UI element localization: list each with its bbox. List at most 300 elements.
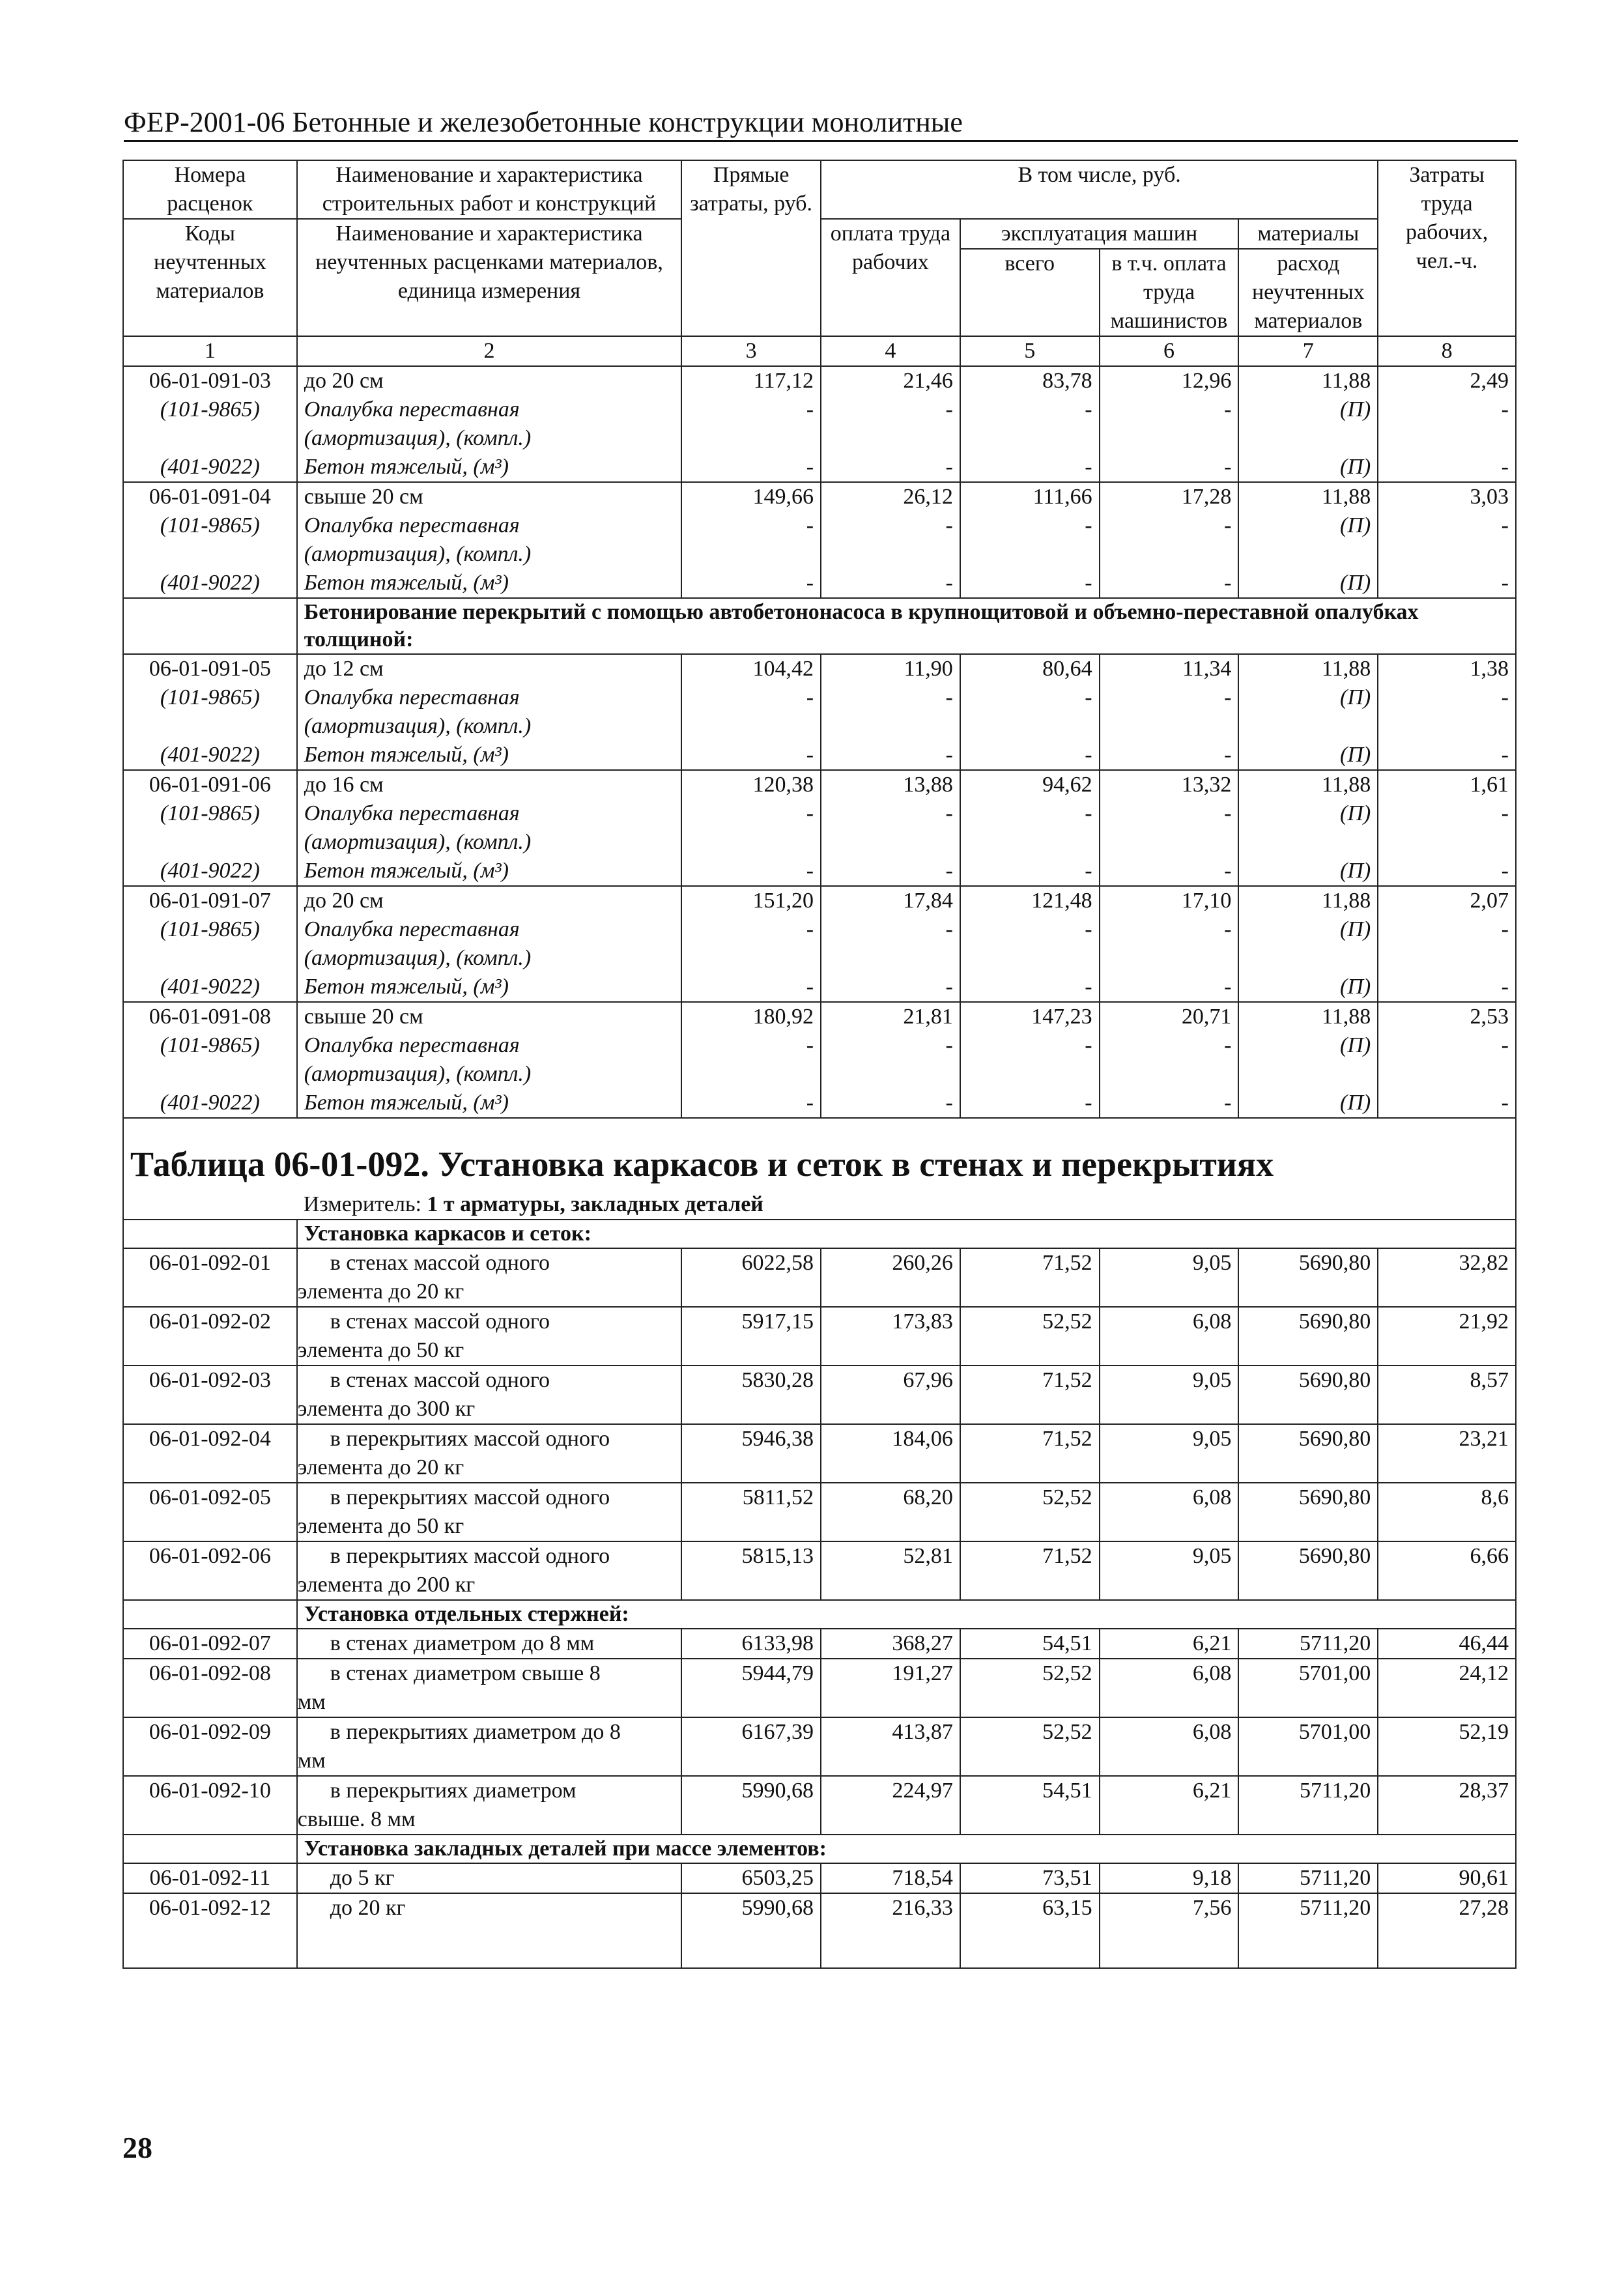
material-code: (401-9022)	[123, 453, 297, 482]
rate-row	[123, 886, 1516, 915]
rate-value: 52,52	[960, 1483, 1100, 1541]
material-value: -	[1378, 395, 1516, 453]
colnum-4: 4	[821, 336, 960, 366]
material-name	[297, 1031, 681, 1089]
rate-value: 6,21	[1100, 1776, 1239, 1835]
rate-value: 5701,00	[1238, 1659, 1378, 1717]
material-value: -	[821, 453, 960, 482]
rate-code: 06-01-092-05	[123, 1483, 297, 1541]
machines-header: эксплуатация машин	[960, 219, 1239, 249]
included-header: В том числе, руб.	[821, 160, 1378, 219]
rate-value: 54,51	[960, 1776, 1100, 1835]
rate-name-line: элемента до 20 кг	[297, 1280, 464, 1304]
material-value: -	[1100, 915, 1239, 973]
rate-name-line: до 20 кг	[330, 1896, 406, 1920]
rate-value: 11,90	[821, 654, 960, 683]
rate-name	[297, 1863, 681, 1893]
material-value: -	[960, 511, 1100, 569]
rate-name-line: свыше. 8 мм	[297, 1807, 416, 1831]
material-value: -	[960, 569, 1100, 598]
section-row	[123, 1835, 1516, 1863]
material-value: (П)	[1238, 741, 1378, 770]
rate-value: 52,52	[960, 1717, 1100, 1776]
rate-name	[297, 1776, 681, 1835]
rate-value: 216,33	[821, 1893, 960, 1923]
rate-value: 67,96	[821, 1366, 960, 1424]
material-row	[123, 857, 1516, 886]
section-title: Установка закладных деталей при массе элементов:	[297, 1835, 1516, 1863]
rate-value: 5711,20	[1238, 1893, 1378, 1923]
rate-value: 27,28	[1378, 1893, 1516, 1923]
rate-value: 260,26	[821, 1248, 960, 1307]
rate-value: 718,54	[821, 1863, 960, 1893]
material-code: (101-9865)	[123, 1031, 297, 1089]
rate-value: 5830,28	[681, 1366, 821, 1424]
section-row	[123, 598, 1516, 654]
rate-value: 23,21	[1378, 1424, 1516, 1483]
material-name: Бетон тяжелый, (м³)	[297, 453, 681, 482]
rate-name: до 16 см	[297, 770, 681, 799]
page-header: ФЕР-2001-06 Бетонные и железобетонные конструкции монолитные	[124, 106, 1518, 142]
rate-row	[123, 1424, 1516, 1483]
rate-code: 06-01-091-03	[123, 366, 297, 395]
rate-row	[123, 366, 1516, 395]
material-value: -	[1378, 915, 1516, 973]
material-row	[123, 683, 1516, 741]
material-row	[123, 569, 1516, 598]
rate-row	[123, 1002, 1516, 1031]
rate-value: 9,05	[1100, 1248, 1239, 1307]
rate-value: 52,52	[960, 1659, 1100, 1717]
material-row	[123, 395, 1516, 453]
colnum-7: 7	[1238, 336, 1378, 366]
material-name-line: (амортизация), (компл.)	[304, 1062, 532, 1086]
material-value: (П)	[1238, 395, 1378, 453]
material-value: -	[1100, 799, 1239, 857]
col7-header: расход неучтенных материалов	[1238, 249, 1378, 336]
material-value: (П)	[1238, 915, 1378, 973]
material-value: (П)	[1238, 1031, 1378, 1089]
rate-value: 413,87	[821, 1717, 960, 1776]
rate-value: 6167,39	[681, 1717, 821, 1776]
rate-name-line: в перекрытиях массой одного	[330, 1427, 610, 1451]
material-value: -	[960, 915, 1100, 973]
material-value: -	[681, 741, 821, 770]
rate-value: 11,88	[1238, 1002, 1378, 1031]
material-code: (401-9022)	[123, 1089, 297, 1118]
material-value: -	[1100, 1031, 1239, 1089]
material-name-line: (амортизация), (компл.)	[304, 714, 532, 738]
material-value: -	[960, 1031, 1100, 1089]
material-value: -	[821, 915, 960, 973]
rate-name-line: мм	[297, 1690, 326, 1714]
material-value: -	[681, 569, 821, 598]
rate-code: 06-01-092-12	[123, 1893, 297, 1923]
rate-value: 9,18	[1100, 1863, 1239, 1893]
material-row	[123, 799, 1516, 857]
rate-value: 121,48	[960, 886, 1100, 915]
rate-value: 5690,80	[1238, 1307, 1378, 1366]
rate-value: 5711,20	[1238, 1776, 1378, 1835]
section-row	[123, 1220, 1516, 1248]
rate-name	[297, 1541, 681, 1600]
rate-name-line: элемента до 200 кг	[297, 1573, 476, 1597]
rate-name: до 12 см	[297, 654, 681, 683]
table2-title: Таблица 06-01-092. Установка каркасов и сеток в стенах и перекрытиях	[130, 1145, 1274, 1184]
rate-name	[297, 1307, 681, 1366]
rate-value: 5815,13	[681, 1541, 821, 1600]
rate-value: 94,62	[960, 770, 1100, 799]
block-rows-b	[123, 654, 1516, 1118]
rate-name: свыше 20 см	[297, 482, 681, 511]
material-value: (П)	[1238, 511, 1378, 569]
material-value: (П)	[1238, 1089, 1378, 1118]
rate-name	[297, 1629, 681, 1659]
rate-code: 06-01-091-04	[123, 482, 297, 511]
colnum-3: 3	[681, 336, 821, 366]
rate-value: 5990,68	[681, 1893, 821, 1923]
rate-value: 104,42	[681, 654, 821, 683]
material-value: -	[681, 511, 821, 569]
rate-name	[297, 1424, 681, 1483]
material-name-line: Опалубка переставная	[304, 1033, 520, 1057]
material-value: -	[1378, 857, 1516, 886]
section-row	[123, 1600, 1516, 1629]
rate-code: 06-01-092-11	[123, 1863, 297, 1893]
material-name	[297, 511, 681, 569]
rate-code: 06-01-091-05	[123, 654, 297, 683]
rate-code: 06-01-092-04	[123, 1424, 297, 1483]
rate-value: 1,38	[1378, 654, 1516, 683]
colnum-2: 2	[297, 336, 681, 366]
rate-value: 46,44	[1378, 1629, 1516, 1659]
rate-value: 71,52	[960, 1248, 1100, 1307]
material-value: -	[681, 857, 821, 886]
material-value: -	[681, 973, 821, 1002]
rate-code: 06-01-091-07	[123, 886, 297, 915]
rate-value: 28,37	[1378, 1776, 1516, 1835]
material-value: -	[681, 1089, 821, 1118]
rate-value: 24,12	[1378, 1659, 1516, 1717]
colnum-1: 1	[123, 336, 297, 366]
rate-name-line: в перекрытиях диаметром до 8	[330, 1720, 621, 1744]
material-value: -	[960, 857, 1100, 886]
rates-table	[122, 160, 1517, 1969]
rate-value: 13,88	[821, 770, 960, 799]
material-code: (401-9022)	[123, 569, 297, 598]
material-code: (401-9022)	[123, 741, 297, 770]
rate-name	[297, 1483, 681, 1541]
material-value: -	[960, 1089, 1100, 1118]
rate-value: 11,88	[1238, 482, 1378, 511]
col8-header: Затраты труда рабочих, чел.-ч.	[1378, 160, 1516, 336]
material-value: -	[1100, 511, 1239, 569]
rate-value: 21,46	[821, 366, 960, 395]
rate-code: 06-01-092-09	[123, 1717, 297, 1776]
rate-value: 8,6	[1378, 1483, 1516, 1541]
rate-value: 83,78	[960, 366, 1100, 395]
material-code: (101-9865)	[123, 511, 297, 569]
rate-row	[123, 1893, 1516, 1923]
rate-value: 117,12	[681, 366, 821, 395]
material-value: -	[960, 741, 1100, 770]
material-name: Бетон тяжелый, (м³)	[297, 857, 681, 886]
rate-value: 52,19	[1378, 1717, 1516, 1776]
material-row	[123, 973, 1516, 1002]
material-value: -	[821, 799, 960, 857]
material-name-line: Опалубка переставная	[304, 917, 520, 941]
block-t2-b	[123, 1629, 1516, 1835]
material-name: Бетон тяжелый, (м³)	[297, 741, 681, 770]
rate-value: 5811,52	[681, 1483, 821, 1541]
rate-value: 71,52	[960, 1541, 1100, 1600]
rate-row	[123, 1863, 1516, 1893]
material-name	[297, 683, 681, 741]
rate-value: 111,66	[960, 482, 1100, 511]
rate-value: 9,05	[1100, 1541, 1239, 1600]
rate-value: 5917,15	[681, 1307, 821, 1366]
rate-value: 173,83	[821, 1307, 960, 1366]
rate-value: 11,88	[1238, 654, 1378, 683]
rate-name-line: элемента до 50 кг	[297, 1338, 464, 1362]
material-row	[123, 453, 1516, 482]
rate-value: 180,92	[681, 1002, 821, 1031]
material-code: (101-9865)	[123, 799, 297, 857]
rate-name-line: в стенах массой одного	[330, 1251, 550, 1275]
material-name: Бетон тяжелый, (м³)	[297, 1089, 681, 1118]
rate-value: 5946,38	[681, 1424, 821, 1483]
material-value: -	[1100, 973, 1239, 1002]
rate-value: 8,57	[1378, 1366, 1516, 1424]
material-name-line: Опалубка переставная	[304, 397, 520, 422]
rate-name: свыше 20 см	[297, 1002, 681, 1031]
rate-value: 52,52	[960, 1307, 1100, 1366]
rate-row	[123, 1307, 1516, 1366]
material-value: -	[1378, 511, 1516, 569]
material-value: (П)	[1238, 857, 1378, 886]
rate-code: 06-01-092-06	[123, 1541, 297, 1600]
material-value: -	[821, 569, 960, 598]
material-value: (П)	[1238, 453, 1378, 482]
rate-value: 52,81	[821, 1541, 960, 1600]
material-value: -	[960, 683, 1100, 741]
material-value: -	[1100, 453, 1239, 482]
rate-value: 6022,58	[681, 1248, 821, 1307]
rate-row	[123, 1366, 1516, 1424]
rate-value: 6,08	[1100, 1307, 1239, 1366]
rate-row	[123, 1541, 1516, 1600]
material-value: -	[821, 1089, 960, 1118]
rate-value: 151,20	[681, 886, 821, 915]
material-value: (П)	[1238, 973, 1378, 1002]
measure-value: 1 т арматуры, закладных деталей	[427, 1192, 763, 1216]
rate-code: 06-01-092-03	[123, 1366, 297, 1424]
rate-value: 68,20	[821, 1483, 960, 1541]
rate-name	[297, 1366, 681, 1424]
rate-value: 63,15	[960, 1893, 1100, 1923]
rate-value: 3,03	[1378, 482, 1516, 511]
rate-name-line: элемента до 50 кг	[297, 1514, 464, 1538]
rate-name-line: в стенах диаметром свыше 8	[330, 1661, 601, 1685]
rate-value: 2,07	[1378, 886, 1516, 915]
material-value: -	[960, 799, 1100, 857]
rate-value: 6133,98	[681, 1629, 821, 1659]
colnum-8: 8	[1378, 336, 1516, 366]
rate-value: 6,08	[1100, 1483, 1239, 1541]
material-value: -	[821, 395, 960, 453]
measure-label: Измеритель:	[303, 1192, 421, 1216]
rate-value: 5990,68	[681, 1776, 821, 1835]
material-row	[123, 1031, 1516, 1089]
rate-code: 06-01-092-01	[123, 1248, 297, 1307]
material-value: -	[960, 395, 1100, 453]
rate-row	[123, 1483, 1516, 1541]
rate-name	[297, 1248, 681, 1307]
material-code: (101-9865)	[123, 683, 297, 741]
rate-value: 13,32	[1100, 770, 1239, 799]
rate-value: 80,64	[960, 654, 1100, 683]
rate-value: 6,08	[1100, 1717, 1239, 1776]
rate-row	[123, 482, 1516, 511]
rate-name: до 20 см	[297, 886, 681, 915]
rate-value: 17,10	[1100, 886, 1239, 915]
rate-value: 5690,80	[1238, 1541, 1378, 1600]
rate-name-line: элемента до 300 кг	[297, 1397, 476, 1421]
rate-row	[123, 654, 1516, 683]
rate-code: 06-01-092-08	[123, 1659, 297, 1717]
rate-code: 06-01-091-08	[123, 1002, 297, 1031]
material-code: (401-9022)	[123, 857, 297, 886]
rate-value: 11,88	[1238, 770, 1378, 799]
material-value: -	[1378, 1089, 1516, 1118]
rate-value: 5701,00	[1238, 1717, 1378, 1776]
material-row	[123, 741, 1516, 770]
material-value: -	[1100, 569, 1239, 598]
material-value: -	[821, 857, 960, 886]
material-row	[123, 1089, 1516, 1118]
material-code: (401-9022)	[123, 973, 297, 1002]
rate-code: 06-01-092-07	[123, 1629, 297, 1659]
rate-value: 6,66	[1378, 1541, 1516, 1600]
rate-name-line: в перекрытиях диаметром	[330, 1779, 577, 1803]
material-name	[297, 799, 681, 857]
material-value: -	[821, 741, 960, 770]
material-value: -	[681, 1031, 821, 1089]
rate-value: 1,61	[1378, 770, 1516, 799]
rate-value: 73,51	[960, 1863, 1100, 1893]
rate-row	[123, 1248, 1516, 1307]
col2-top-header: Наименование и характеристика строительных работ и конструкций	[297, 160, 681, 219]
rate-value: 5944,79	[681, 1659, 821, 1717]
rate-value: 184,06	[821, 1424, 960, 1483]
rate-value: 149,66	[681, 482, 821, 511]
rate-value: 191,27	[821, 1659, 960, 1717]
material-name-line: Опалубка переставная	[304, 685, 520, 709]
material-value: -	[1100, 683, 1239, 741]
col4-header: оплата труда рабочих	[821, 219, 960, 336]
material-name-line: (амортизация), (компл.)	[304, 946, 532, 970]
materials-header: материалы	[1238, 219, 1378, 249]
rate-value: 147,23	[960, 1002, 1100, 1031]
colnum-5: 5	[960, 336, 1100, 366]
rate-name-line: элемента до 20 кг	[297, 1455, 464, 1480]
rate-value: 9,05	[1100, 1424, 1239, 1483]
rate-value: 54,51	[960, 1629, 1100, 1659]
material-value: -	[1378, 799, 1516, 857]
rate-value: 17,84	[821, 886, 960, 915]
material-name-line: Опалубка переставная	[304, 513, 520, 537]
rate-value: 5690,80	[1238, 1366, 1378, 1424]
rate-value: 71,52	[960, 1366, 1100, 1424]
measure-row	[123, 1190, 1516, 1220]
rate-value: 9,05	[1100, 1366, 1239, 1424]
rate-value: 2,49	[1378, 366, 1516, 395]
rate-row	[123, 1659, 1516, 1717]
rate-value: 11,88	[1238, 886, 1378, 915]
rate-code: 06-01-091-06	[123, 770, 297, 799]
material-value: -	[681, 683, 821, 741]
block-t2-a	[123, 1248, 1516, 1600]
rate-value: 17,28	[1100, 482, 1239, 511]
table-end-row	[123, 1923, 1516, 1968]
material-value: (П)	[1238, 569, 1378, 598]
material-value: -	[821, 1031, 960, 1089]
col1-bottom-header: Коды неучтенных материалов	[123, 219, 297, 336]
rate-code: 06-01-092-10	[123, 1776, 297, 1835]
block-t2-c	[123, 1863, 1516, 1923]
rate-value: 32,82	[1378, 1248, 1516, 1307]
rate-value: 21,81	[821, 1002, 960, 1031]
material-name-line: (амортизация), (компл.)	[304, 542, 532, 566]
section-title: Установка отдельных стержней:	[297, 1600, 1516, 1629]
material-name-line: (амортизация), (компл.)	[304, 426, 532, 450]
rate-row	[123, 1629, 1516, 1659]
rate-value: 5690,80	[1238, 1248, 1378, 1307]
rate-row	[123, 1776, 1516, 1835]
rate-name-line: мм	[297, 1749, 326, 1773]
material-value: -	[1100, 395, 1239, 453]
material-value: -	[1378, 569, 1516, 598]
rate-value: 26,12	[821, 482, 960, 511]
colnum-6: 6	[1100, 336, 1239, 366]
rate-value: 11,34	[1100, 654, 1239, 683]
material-value: (П)	[1238, 683, 1378, 741]
col1-top-header: Номера расценок	[123, 160, 297, 219]
rate-name-line: до 5 кг	[330, 1866, 395, 1890]
rate-code: 06-01-092-02	[123, 1307, 297, 1366]
rate-value: 71,52	[960, 1424, 1100, 1483]
material-value: -	[1378, 741, 1516, 770]
rate-name	[297, 1717, 681, 1776]
material-code: (101-9865)	[123, 395, 297, 453]
material-row	[123, 511, 1516, 569]
rate-value: 5690,80	[1238, 1424, 1378, 1483]
rate-value: 6,08	[1100, 1659, 1239, 1717]
rate-value: 7,56	[1100, 1893, 1239, 1923]
rate-value: 11,88	[1238, 366, 1378, 395]
material-value: -	[681, 395, 821, 453]
rate-value: 21,92	[1378, 1307, 1516, 1366]
section-title: Бетонирование перекрытий с помощью автобетононасоса в крупнощитовой и объемно-переставной опалубках толщиной:	[297, 598, 1516, 654]
rate-value: 90,61	[1378, 1863, 1516, 1893]
rate-value: 5711,20	[1238, 1629, 1378, 1659]
material-value: (П)	[1238, 799, 1378, 857]
rate-value: 2,53	[1378, 1002, 1516, 1031]
rate-name	[297, 1659, 681, 1717]
rate-name: до 20 см	[297, 366, 681, 395]
material-value: -	[960, 973, 1100, 1002]
material-name	[297, 915, 681, 973]
